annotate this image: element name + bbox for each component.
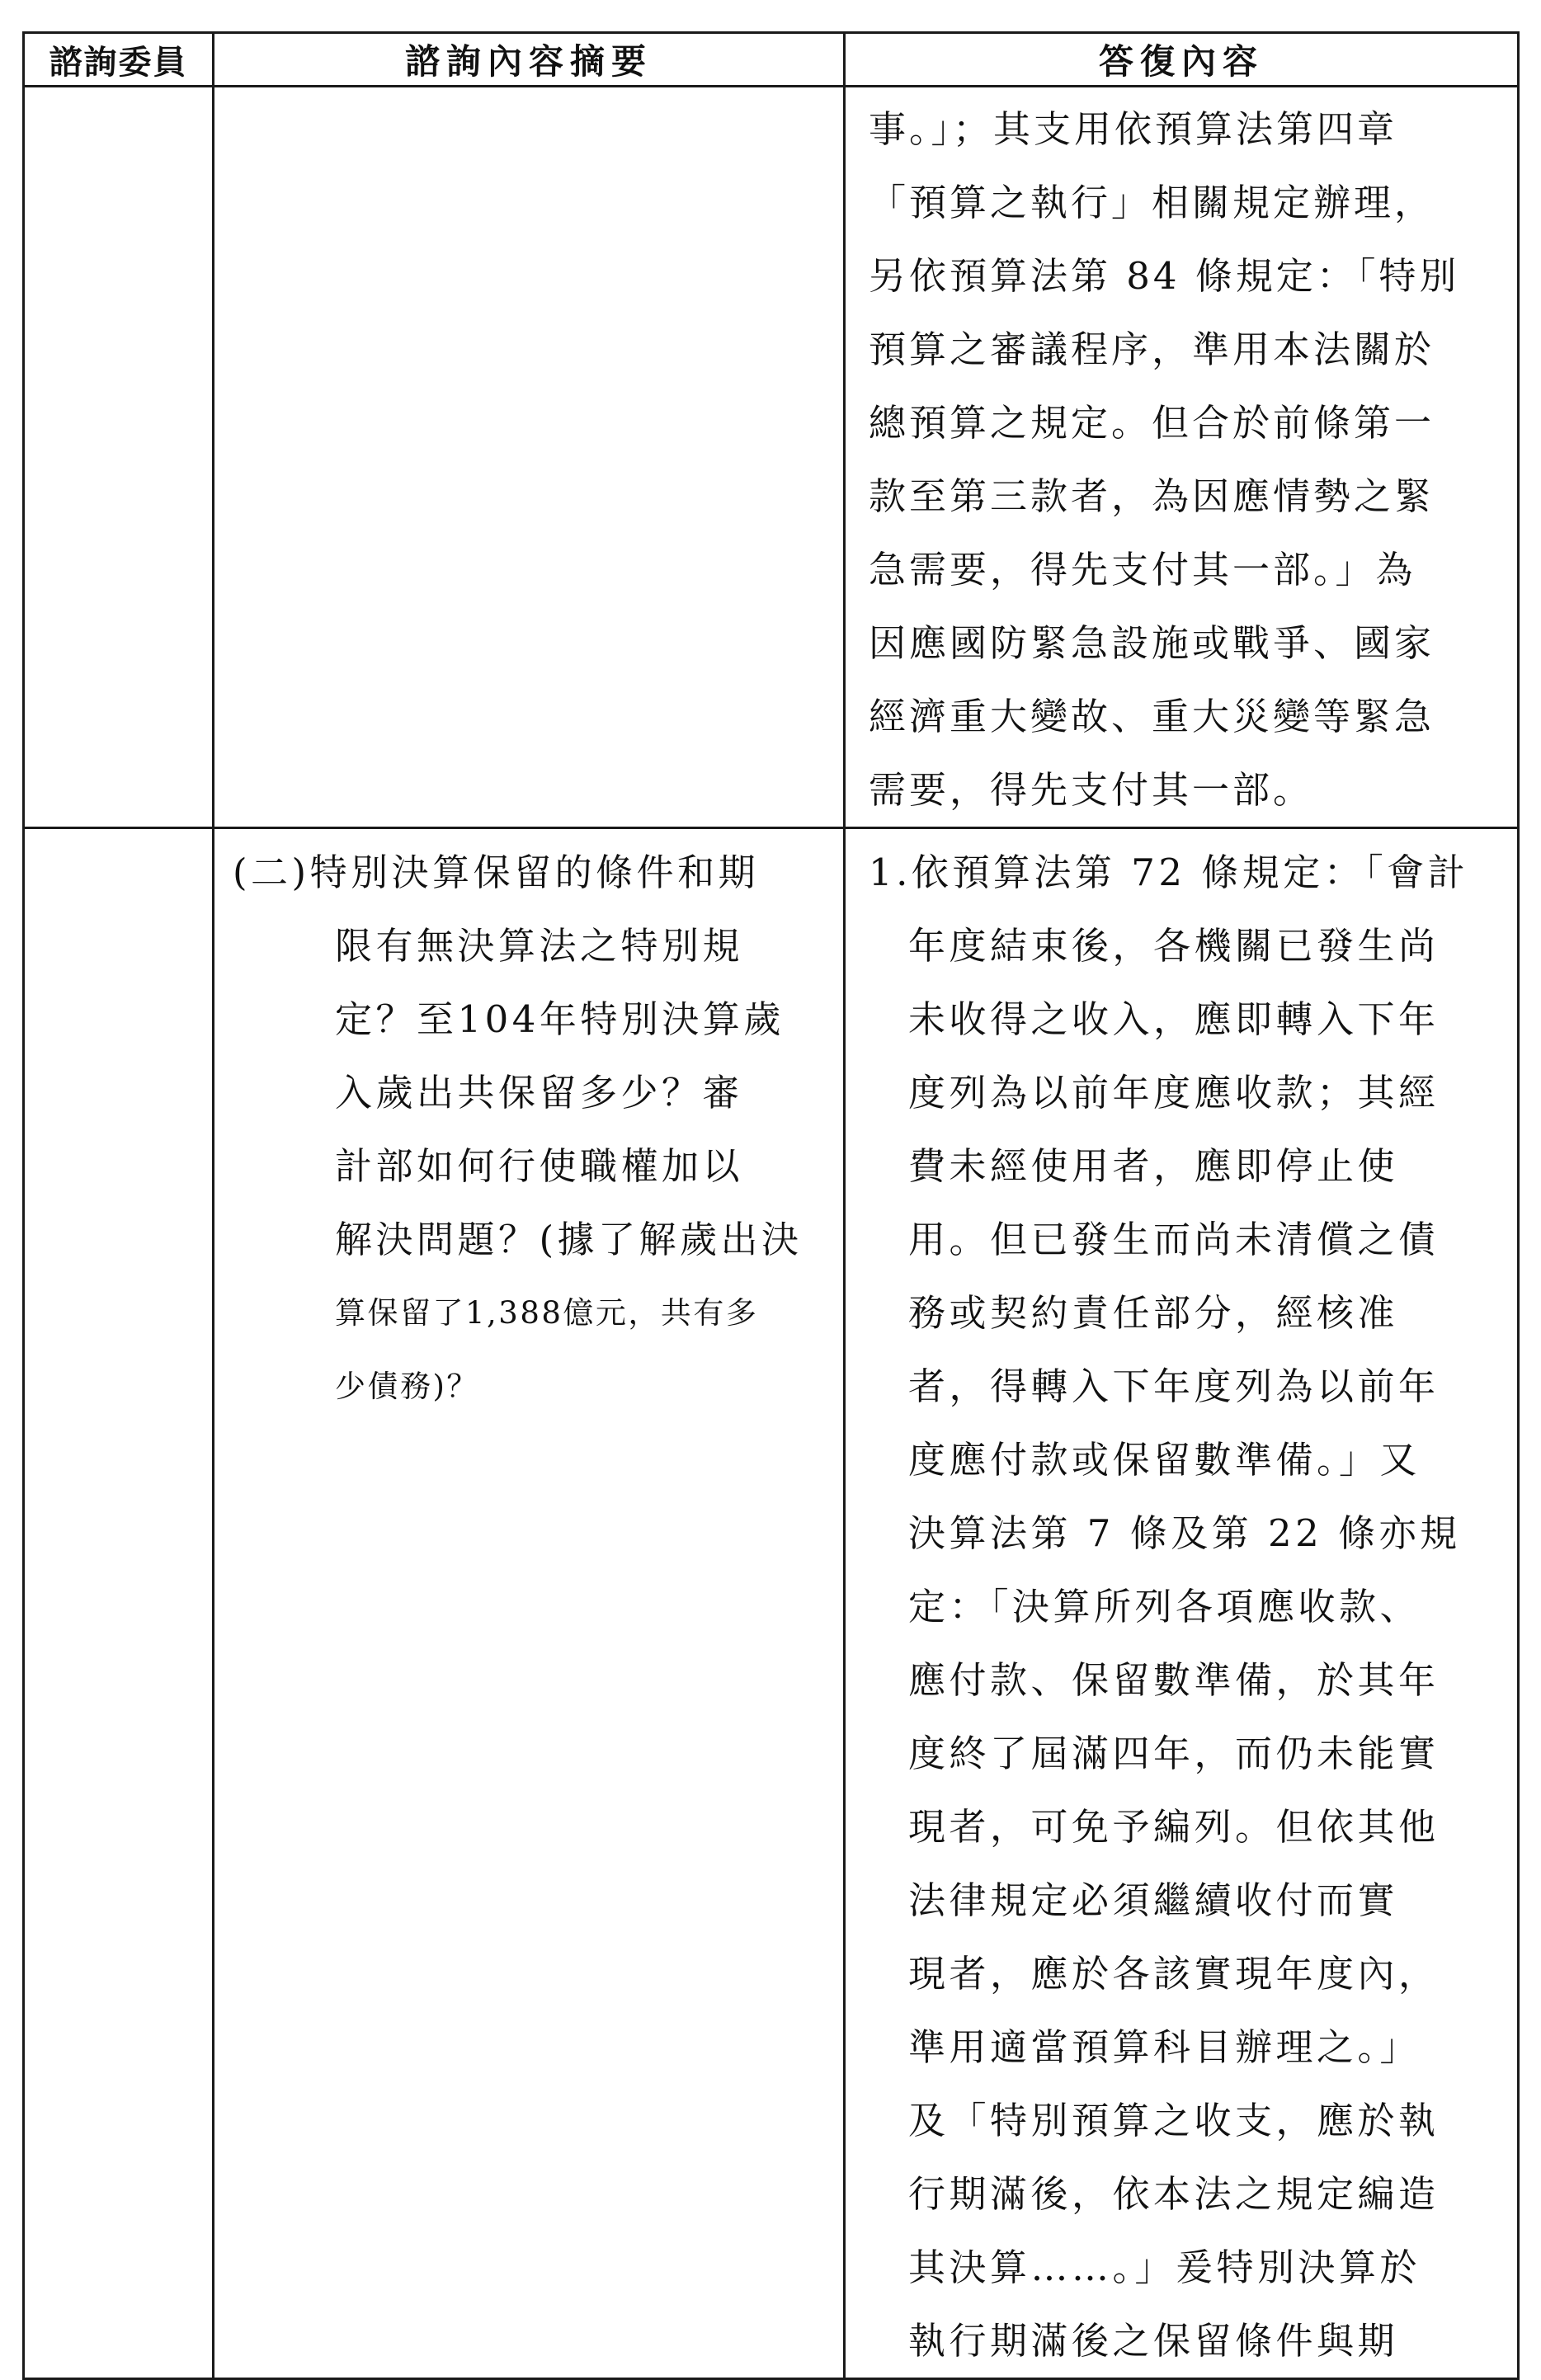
question-text (214, 829, 843, 1423)
answer-line: 行期滿後，依本法之規定編造 (908, 2172, 1440, 2216)
answer-line: 執行期滿後之保留條件與期 (908, 2319, 1399, 2363)
answer-line: 費未經使用者，應即停止使 (908, 1144, 1399, 1188)
answer-line: 度終了屆滿四年，而仍未能實 (908, 1732, 1440, 1775)
answer-line: 需要，得先支付其一部。 (869, 768, 1314, 812)
answer-line: 急需要，得先支付其一部。」為 (869, 548, 1416, 591)
question-line: 算保留了1,388億元，共有多 (335, 1295, 759, 1331)
answer-line: 另依預算法第 84 條規定：「特別 (869, 254, 1460, 298)
question-line: 解決問題？(據了解歲出決 (335, 1218, 803, 1261)
answer-line: 年度結束後，各機關已發生尚 (908, 924, 1440, 968)
question-line: 定？至104年特別決算歲 (335, 997, 785, 1041)
question-line: (二)特別決算保留的條件和期 (233, 851, 760, 894)
answer-line: 應付款、保留數準備，於其年 (908, 1658, 1440, 1702)
answer-cell (845, 828, 1519, 2379)
question-line: 入歲出共保留多少？審 (335, 1071, 744, 1115)
table-row (24, 87, 1519, 828)
answer-line: 度應付款或保留數準備。」又 (908, 1438, 1421, 1482)
header-summary: 諮詢內容摘要 (214, 33, 845, 87)
question-cell (214, 828, 845, 2379)
answer-line: 度列為以前年度應收款；其經 (908, 1071, 1440, 1115)
answer-line: 總預算之規定。但合於前條第一 (869, 401, 1435, 445)
question-cell (214, 87, 845, 828)
header-reply: 答復內容 (845, 33, 1519, 87)
table-row (24, 828, 1519, 2379)
answer-line: 及「特別預算之收支，應於執 (908, 2099, 1440, 2142)
header-member: 諮詢委員 (24, 33, 214, 87)
consultation-table (22, 31, 1520, 2380)
table-header-row (24, 33, 1519, 87)
answer-line: 事。」；其支用依預算法第四章 (869, 107, 1398, 151)
answer-line: 未收得之收入，應即轉入下年 (908, 997, 1440, 1041)
member-cell (24, 828, 214, 2379)
answer-line: 現者，可免予編列。但依其他 (908, 1805, 1440, 1849)
answer-line: 法律規定必須繼續收付而實 (908, 1878, 1399, 1922)
answer-line: 經濟重大變故、重大災變等緊急 (869, 695, 1435, 738)
answer-line: 準用適當預算科目辦理之。」 (908, 2025, 1421, 2069)
answer-line: 款至第三款者，為因應情勢之緊 (869, 474, 1435, 518)
answer-line: 者，得轉入下年度列為以前年 (908, 1364, 1440, 1408)
answer-line: 決算法第 7 條及第 22 條亦規 (908, 1511, 1461, 1555)
answer-line: 因應國防緊急設施或戰爭、國家 (869, 621, 1435, 665)
answer-line: 預算之審議程序，準用本法關於 (869, 328, 1435, 371)
answer-line: 用。但已發生而尚未清償之債 (908, 1218, 1440, 1261)
answer-text (846, 829, 1517, 2378)
answer-line: 務或契約責任部分，經核准 (908, 1291, 1399, 1335)
document-page (22, 31, 1517, 2363)
answer-line: 現者，應於各該實現年度內， (908, 1952, 1440, 1996)
question-line: 計部如何行使職權加以 (335, 1144, 744, 1188)
question-line: 少債務)？ (335, 1369, 479, 1404)
answer-cell (845, 87, 1519, 828)
answer-line: 定：「決算所列各項應收款、 (908, 1585, 1421, 1628)
member-cell (24, 87, 214, 828)
answer-line: 「預算之執行」相關規定辦理， (869, 181, 1435, 224)
answer-line: 其決算……。」爰特別決算於 (908, 2246, 1421, 2289)
answer-text (846, 87, 1517, 827)
question-line: 限有無決算法之特別規 (335, 924, 744, 968)
answer-line: 1.依預算法第 72 條規定：「會計 (869, 851, 1469, 894)
